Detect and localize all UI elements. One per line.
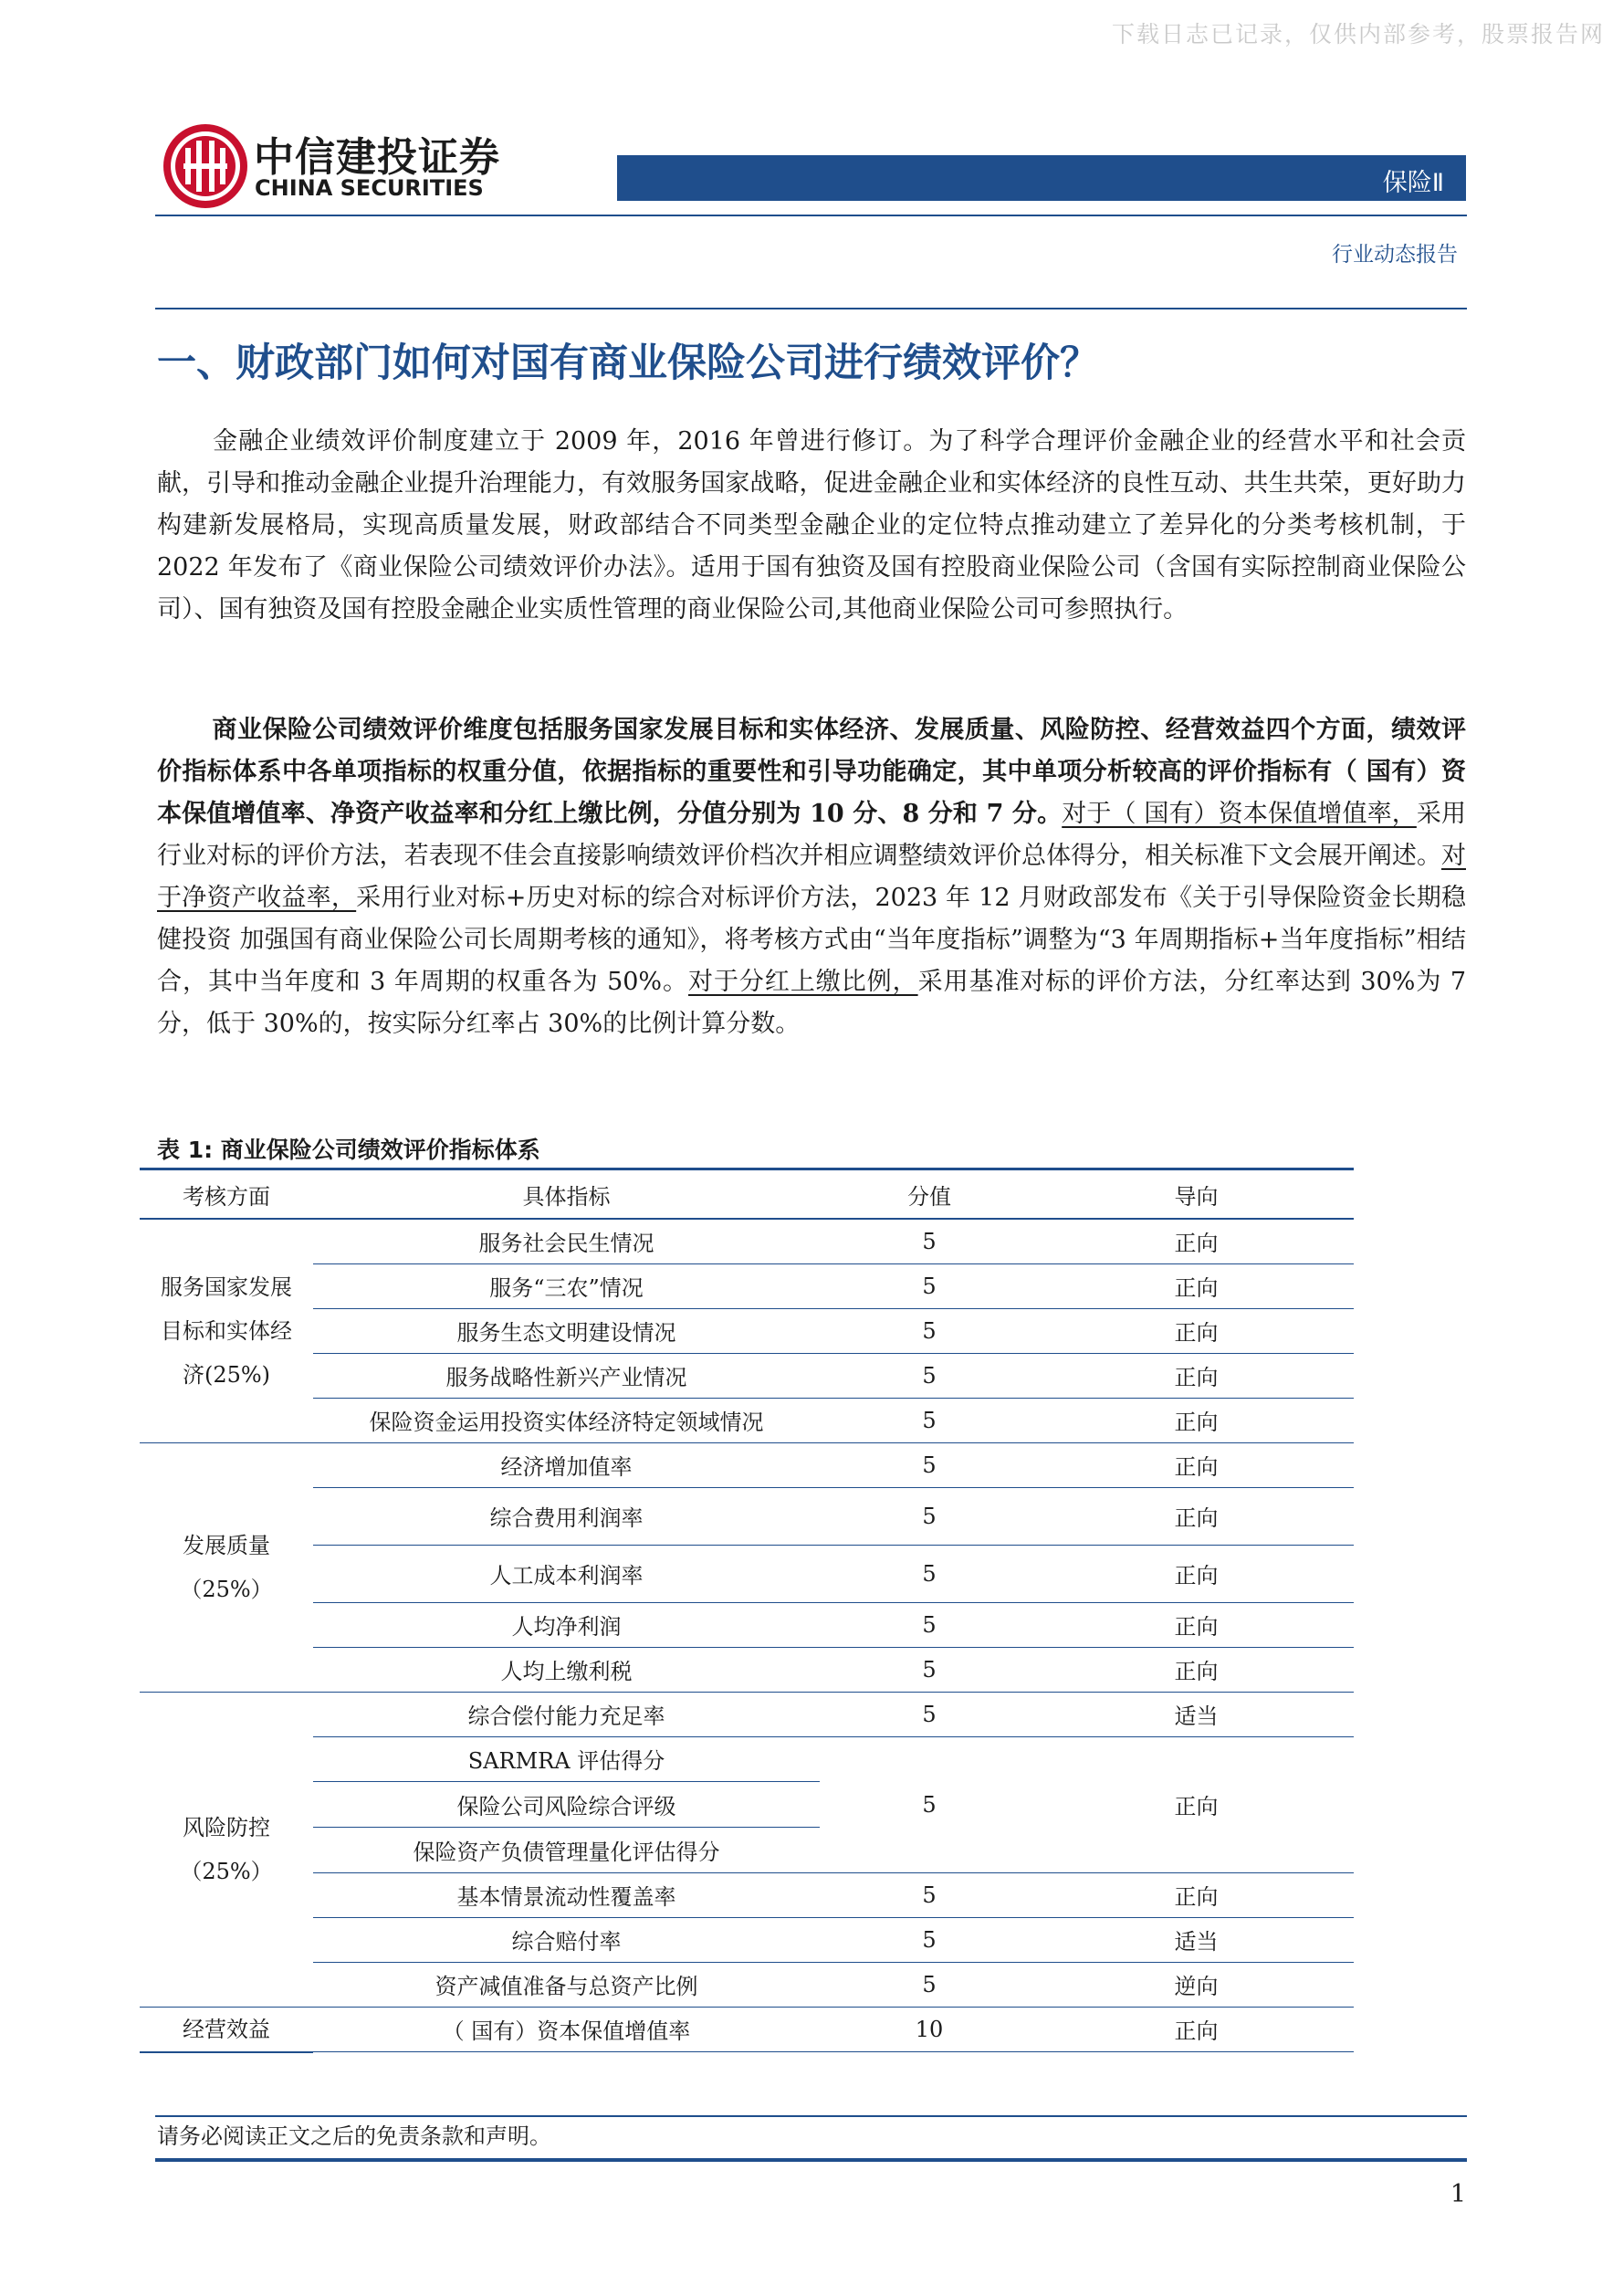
footer-divider-bottom xyxy=(155,2158,1467,2162)
score-cell: 5 xyxy=(820,1263,1039,1308)
table-row xyxy=(140,1962,1354,2007)
disclaimer-text: 请务必阅读正文之后的免责条款和声明。 xyxy=(157,2123,551,2149)
score-cell: 5 xyxy=(820,1442,1039,1487)
score-cell: 5 xyxy=(820,1872,1039,1917)
header-divider xyxy=(155,215,1467,216)
table-row xyxy=(140,1398,1354,1442)
china-securities-logo-icon xyxy=(160,121,251,212)
sector-banner xyxy=(617,155,1466,201)
direction-cell: 正向 xyxy=(1039,1647,1354,1692)
footer-divider-top xyxy=(155,2115,1467,2117)
report-type-label: 行业动态报告 xyxy=(1332,243,1458,267)
score-cell: 5 xyxy=(820,1692,1039,1736)
intro-paragraph-text: 金融企业绩效评价制度建立于 2009 年，2016 年曾进行修订。为了科学合理评价金融企业的经营水平和社会贡献，引导和推动金融企业提升治理能力，有效服务国家战略，促进金融企业和实体经济的良性互动、共生共荣，更好助力构建新发展格局，实现高质量发展，财政部结合不同类型金融企业的定位特点推动建立了差异化的分类考核机制，于 2022 年发布了《商业保险公司绩效评价办法》。适用于国有独资及国有控股商业保险公司（含国有实际控制商业保险公司）、国有独资及国有控股金融企业实质性管理的商业保险公司,其他商业保险公司可参照执行。 xyxy=(157,427,1466,624)
category-line: （25%） xyxy=(180,1858,273,1884)
indicator-cell: 服务战略性新兴产业情况 xyxy=(313,1353,820,1398)
table-row xyxy=(140,1219,1354,1263)
indicator-cell: 经济增加值率 xyxy=(313,1442,820,1487)
evaluation-paragraph xyxy=(157,709,1466,1045)
report-type-divider xyxy=(155,308,1467,309)
category-line: 济(25%) xyxy=(182,1361,271,1388)
table-row xyxy=(140,1917,1354,1962)
brand-name-en: CHINA SECURITIES xyxy=(255,175,484,201)
table-body xyxy=(140,1219,1354,2052)
direction-cell: 正向 xyxy=(1039,1308,1354,1353)
direction-cell: 正向 xyxy=(1039,1219,1354,1263)
score-cell: 5 xyxy=(820,1647,1039,1692)
indicator-table-wrap xyxy=(140,1168,1354,2053)
direction-cell: 正向 xyxy=(1039,1736,1354,1872)
header-category: 考核方面 xyxy=(140,1169,313,1220)
score-cell: 5 xyxy=(820,1602,1039,1647)
score-cell: 5 xyxy=(820,1487,1039,1545)
watermark-text: 下载日志已记录，仅供内部参考，股票报告网 xyxy=(1111,21,1605,47)
score-cell: 5 xyxy=(820,1353,1039,1398)
indicator-cell: 资产减值准备与总资产比例 xyxy=(313,1962,820,2007)
table-row xyxy=(140,1353,1354,1398)
direction-cell: 适当 xyxy=(1039,1692,1354,1736)
capital-preservation-text: 采用行业对标的评价方法，若表现不佳会直接影响绩效评价档次并相应调整绩效评价总体得分，相关标准下文会展开阐述。 xyxy=(157,800,1466,870)
brand-name-cn: 中信建投证券 xyxy=(254,134,500,181)
evaluation-summary-bold: 商业保险公司绩效评价维度包括服务国家发展目标和实体经济、发展质量、风险防控、经营效益四个方面，绩效评价指标体系中各单项指标的权重分值，依据指标的重要性和引导功能确定，其中单项分析较高的评价指标有（ 国有）资本保值增值率、净资产收益率和分红上缴比例，分值分别为 10 分、8 分和 7 分。 xyxy=(157,716,1466,828)
table-row xyxy=(140,1442,1354,1487)
indicator-cell: 基本情景流动性覆盖率 xyxy=(313,1872,820,1917)
category-line: 风险防控 xyxy=(183,1814,270,1840)
table-row xyxy=(140,1487,1354,1545)
intro-paragraph xyxy=(157,421,1466,631)
category-cell xyxy=(140,1219,313,1442)
category-line: 发展质量 xyxy=(183,1532,270,1558)
direction-cell: 适当 xyxy=(1039,1917,1354,1962)
direction-cell: 正向 xyxy=(1039,1872,1354,1917)
direction-cell: 正向 xyxy=(1039,1487,1354,1545)
score-cell: 5 xyxy=(820,1917,1039,1962)
indicator-cell: （ 国有）资本保值增值率 xyxy=(313,2007,820,2052)
score-cell: 5 xyxy=(820,1545,1039,1602)
direction-cell: 正向 xyxy=(1039,2007,1354,2052)
score-cell: 5 xyxy=(820,1219,1039,1263)
direction-cell: 逆向 xyxy=(1039,1962,1354,2007)
table-row xyxy=(140,1736,1354,1781)
table-row xyxy=(140,2007,1354,2052)
category-cell xyxy=(140,1692,313,2007)
sector-label: 保险Ⅱ xyxy=(1382,169,1444,197)
indicator-cell: 保险资产负债管理量化评估得分 xyxy=(313,1827,820,1872)
roe-heading: 对于净资产收益率， xyxy=(157,842,1466,912)
direction-cell: 正向 xyxy=(1039,1602,1354,1647)
score-cell: 5 xyxy=(820,1962,1039,2007)
category-line: 经营效益 xyxy=(183,2016,270,2042)
table-caption: 表 1: 商业保险公司绩效评价指标体系 xyxy=(157,1137,540,1163)
category-line: 目标和实体经 xyxy=(161,1317,292,1344)
indicator-cell: 保险公司风险综合评级 xyxy=(313,1781,820,1827)
direction-cell: 正向 xyxy=(1039,1398,1354,1442)
score-cell: 5 xyxy=(820,1736,1039,1872)
indicator-cell: 人均净利润 xyxy=(313,1602,820,1647)
direction-cell: 正向 xyxy=(1039,1545,1354,1602)
indicator-cell: 服务生态文明建设情况 xyxy=(313,1308,820,1353)
header-score: 分值 xyxy=(820,1169,1039,1220)
page-number: 1 xyxy=(1450,2180,1466,2208)
table-row xyxy=(140,1692,1354,1736)
table-row xyxy=(140,1647,1354,1692)
table-row xyxy=(140,1263,1354,1308)
header-indicator: 具体指标 xyxy=(313,1169,820,1220)
category-cell xyxy=(140,1442,313,1692)
indicator-cell: 服务“三农”情况 xyxy=(313,1263,820,1308)
indicator-cell: 保险资金运用投资实体经济特定领域情况 xyxy=(313,1398,820,1442)
table-header-row xyxy=(140,1169,1354,1220)
category-cell xyxy=(140,2007,313,2052)
score-cell: 5 xyxy=(820,1398,1039,1442)
indicator-cell: 综合赔付率 xyxy=(313,1917,820,1962)
score-cell: 5 xyxy=(820,1308,1039,1353)
table-row xyxy=(140,1308,1354,1353)
section-title: 一、财政部门如何对国有商业保险公司进行绩效评价？ xyxy=(157,341,1099,386)
table-row xyxy=(140,1872,1354,1917)
roe-text: 采用行业对标+历史对标的综合对标评价方法，2023 年 12 月财政部发布《关于引导保险资金长期稳健投资 加强国有商业保险公司长周期考核的通知》，将考核方式由“当年度指标”调整为“3 年周期指标+当年度指标”相结合，其中当年度和 3 年周期的权重各为 50%。 xyxy=(157,884,1466,996)
score-cell: 10 xyxy=(820,2007,1039,2052)
direction-cell: 正向 xyxy=(1039,1263,1354,1308)
indicator-cell: 服务社会民生情况 xyxy=(313,1219,820,1263)
direction-cell: 正向 xyxy=(1039,1442,1354,1487)
dividend-heading: 对于分红上缴比例， xyxy=(688,968,918,996)
dividend-text: 采用基准对标的评价方法，分红率达到 30%为 7 分，低于 30%的，按实际分红率占 30%的比例计算分数。 xyxy=(157,968,1467,1038)
category-line: 服务国家发展 xyxy=(161,1274,292,1300)
indicator-table xyxy=(140,1168,1354,2053)
indicator-cell: 综合费用利润率 xyxy=(313,1487,820,1545)
indicator-cell: 综合偿付能力充足率 xyxy=(313,1692,820,1736)
indicator-cell: 人工成本利润率 xyxy=(313,1545,820,1602)
table-row xyxy=(140,1545,1354,1602)
category-line: （25%） xyxy=(180,1576,273,1602)
indicator-cell: 人均上缴利税 xyxy=(313,1647,820,1692)
table-row xyxy=(140,1602,1354,1647)
direction-cell: 正向 xyxy=(1039,1353,1354,1398)
indicator-cell: SARMRA 评估得分 xyxy=(313,1736,820,1781)
capital-preservation-heading: 对于（ 国有）资本保值增值率， xyxy=(1062,800,1417,828)
header-direction: 导向 xyxy=(1039,1169,1354,1220)
